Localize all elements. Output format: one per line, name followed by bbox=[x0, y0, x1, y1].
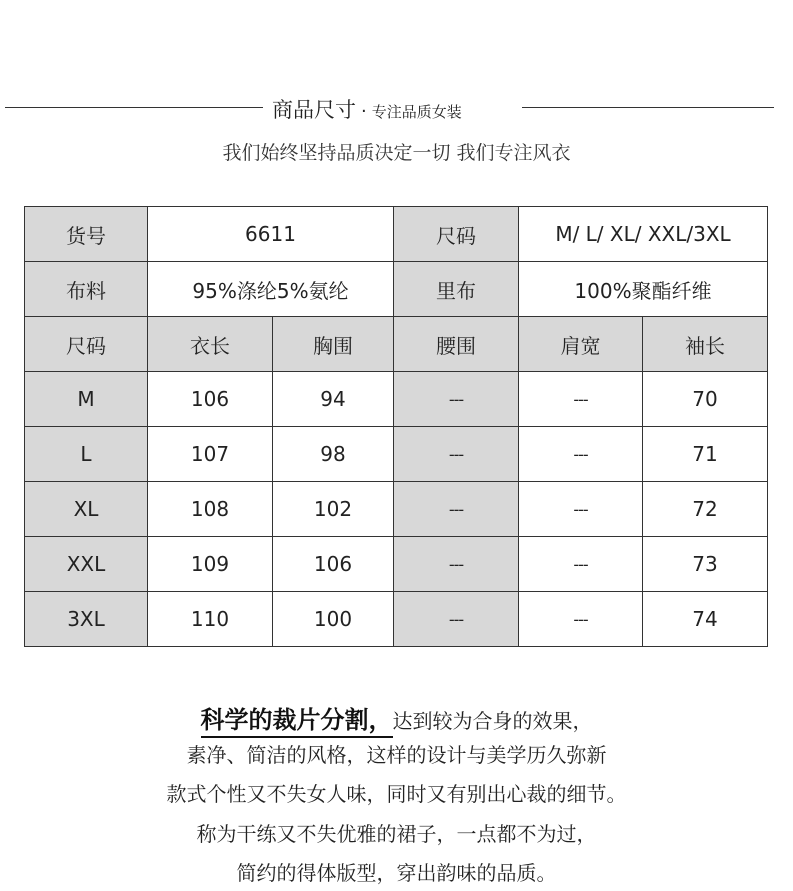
column-header: 腰围 bbox=[394, 317, 519, 372]
size-header-row bbox=[25, 317, 768, 372]
size-table bbox=[24, 206, 768, 647]
table-cell: 106 bbox=[148, 372, 273, 427]
section-header bbox=[272, 94, 522, 124]
column-header: 尺码 bbox=[25, 317, 148, 372]
description-line-3: 款式个性又不失女人味，同时又有别出心裁的细节。 bbox=[166, 782, 627, 806]
section-subtitle: 专注品质女装 bbox=[371, 103, 462, 121]
info-label: 里布 bbox=[394, 262, 519, 317]
table-cell: 71 bbox=[643, 427, 768, 482]
description-line-2: 素净、简洁的风格，这样的设计与美学历久弥新 bbox=[186, 743, 607, 767]
title-separator: · bbox=[361, 101, 367, 122]
table-cell: 100 bbox=[273, 592, 394, 647]
header-divider-left bbox=[5, 107, 263, 108]
table-row bbox=[25, 427, 768, 482]
table-cell: --- bbox=[394, 482, 519, 537]
table-cell: --- bbox=[519, 537, 643, 592]
table-row bbox=[25, 537, 768, 592]
header-divider-right bbox=[522, 107, 774, 108]
info-label: 布料 bbox=[25, 262, 148, 317]
info-row-item bbox=[25, 207, 768, 262]
column-header: 肩宽 bbox=[519, 317, 643, 372]
info-value: 100%聚酯纤维 bbox=[519, 262, 768, 317]
table-cell: 72 bbox=[643, 482, 768, 537]
size-label: 3XL bbox=[25, 592, 148, 647]
table-cell: 73 bbox=[643, 537, 768, 592]
table-cell: 70 bbox=[643, 372, 768, 427]
column-header: 衣长 bbox=[148, 317, 273, 372]
table-cell: 110 bbox=[148, 592, 273, 647]
table-cell: --- bbox=[394, 427, 519, 482]
tagline: 我们始终坚持品质决定一切 我们专注风衣 bbox=[222, 142, 571, 164]
table-cell: --- bbox=[519, 372, 643, 427]
description-line-5: 简约的得体版型，穿出韵味的品质。 bbox=[236, 861, 557, 885]
size-label: XXL bbox=[25, 537, 148, 592]
table-cell: --- bbox=[519, 482, 643, 537]
info-label: 尺码 bbox=[394, 207, 519, 262]
table-cell: --- bbox=[519, 592, 643, 647]
table-cell: --- bbox=[394, 372, 519, 427]
table-row bbox=[25, 592, 768, 647]
size-label: L bbox=[25, 427, 148, 482]
table-cell: 106 bbox=[273, 537, 394, 592]
size-label: XL bbox=[25, 482, 148, 537]
description-line-1 bbox=[0, 700, 793, 735]
table-cell: --- bbox=[394, 537, 519, 592]
table-cell: 94 bbox=[273, 372, 394, 427]
description-line-4: 称为干练又不失优雅的裙子，一点都不为过， bbox=[196, 822, 597, 846]
description-highlight: 科学的裁片分割， bbox=[201, 706, 393, 738]
info-row-fabric bbox=[25, 262, 768, 317]
size-label: M bbox=[25, 372, 148, 427]
column-header: 袖长 bbox=[643, 317, 768, 372]
info-value: M/ L/ XL/ XXL/3XL bbox=[519, 207, 768, 262]
description-line-1-rest: 达到较为合身的效果， bbox=[392, 709, 593, 733]
info-value: 95%涤纶5%氨纶 bbox=[148, 262, 394, 317]
table-row bbox=[25, 372, 768, 427]
table-cell: 107 bbox=[148, 427, 273, 482]
section-title: 商品尺寸 bbox=[272, 98, 356, 122]
table-cell: --- bbox=[394, 592, 519, 647]
table-row bbox=[25, 482, 768, 537]
table-cell: 102 bbox=[273, 482, 394, 537]
column-header: 胸围 bbox=[273, 317, 394, 372]
info-value: 6611 bbox=[148, 207, 394, 262]
info-label: 货号 bbox=[25, 207, 148, 262]
table-cell: --- bbox=[519, 427, 643, 482]
table-cell: 109 bbox=[148, 537, 273, 592]
table-cell: 98 bbox=[273, 427, 394, 482]
table-cell: 74 bbox=[643, 592, 768, 647]
table-cell: 108 bbox=[148, 482, 273, 537]
